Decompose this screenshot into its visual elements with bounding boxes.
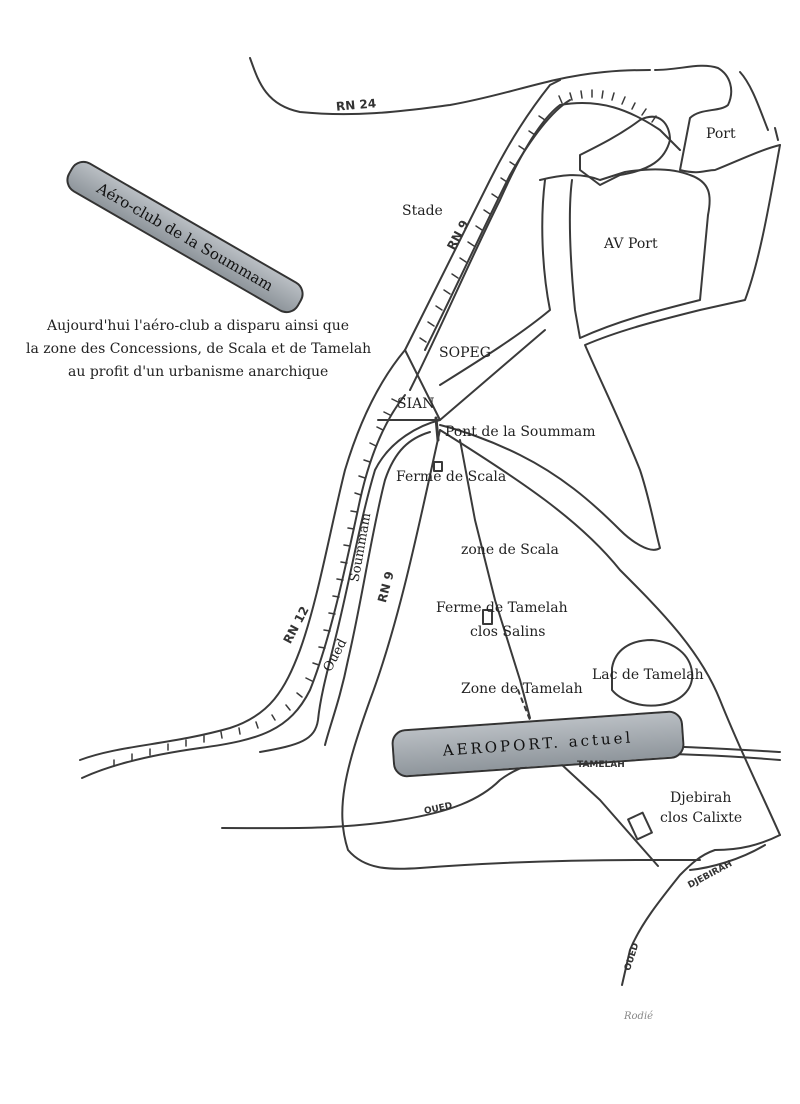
port-label: Port — [706, 126, 736, 142]
sopeg-label: SOPEG — [439, 345, 491, 361]
oued-bottom-label: OUED — [623, 941, 642, 973]
avant-port-label: AV Port — [604, 236, 658, 252]
oued-left-label: Oued — [320, 636, 351, 675]
coast-southeast — [622, 835, 780, 985]
rn9-bottom-label: RN 9 — [375, 569, 397, 605]
zone-tamelah-label: Zone de Tamelah — [461, 681, 583, 697]
stade-label: Stade — [402, 203, 443, 219]
rn24-road — [250, 58, 650, 114]
port-east-edge — [740, 72, 778, 140]
rn12-label: RN 12 — [280, 603, 312, 647]
rn9-top-label: RN 9 — [444, 217, 472, 253]
signature: Rodié — [624, 1011, 654, 1022]
tamelah-label: TAMELAH — [577, 760, 625, 770]
note-line-1: Aujourd'hui l'aéro-club a disparu ainsi que — [47, 318, 350, 334]
note-line-2: la zone des Concessions, de Scala et de Tamelah — [26, 341, 372, 357]
airport-banner-text: AEROPORT. actuel — [442, 728, 634, 760]
djebirah-road-label: DJEBIRAH — [686, 859, 735, 891]
port-coastline — [655, 66, 780, 172]
note-line-3: au profit d'un urbanisme anarchique — [68, 364, 329, 380]
djebirah-label: Djebirah — [670, 790, 732, 806]
zone-scala-label: zone de Scala — [461, 542, 559, 558]
sian-label: SIAN — [397, 396, 435, 412]
east-coast — [440, 145, 780, 550]
soummam-label: Soummam — [347, 511, 375, 584]
aeroclub-banner-text: Aéro-club de la Soummam — [93, 179, 277, 295]
rn24-label: RN 24 — [335, 96, 377, 114]
oued-mid-label: OUED — [423, 801, 454, 817]
rn9-lower-road — [342, 430, 700, 869]
railway-west — [82, 395, 405, 778]
clos-calixte-label: clos Calixte — [660, 810, 743, 826]
ferme-scala-label: Ferme de Scala — [396, 469, 507, 485]
clos-salins-label: clos Salins — [470, 624, 546, 640]
pont-label: Pont de la Soummam — [445, 424, 596, 440]
lac-label: Lac de Tamelah — [592, 667, 704, 683]
harbour-basin-outer — [540, 169, 710, 338]
ferme-tamelah-label: Ferme de Tamelah — [436, 600, 568, 616]
